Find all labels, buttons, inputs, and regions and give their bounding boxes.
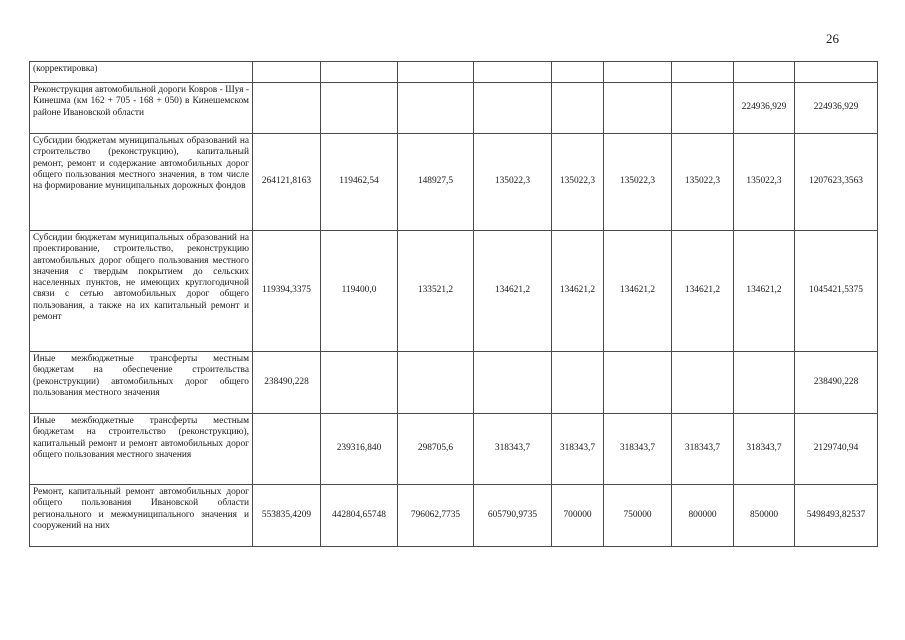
page-number: 26	[826, 31, 839, 46]
row-description: Субсидии бюджетам муниципальных образований на проектирование, строительство, реконструкцию автомобильных дорог общего пользования местного значения с твердым покрытием до сельских населенных пунктов, не имеющих круглогодичной связи с сетью автомобильных дорог общего пользования, а также на их капитальный ремонт и ремонт	[30, 231, 253, 352]
value-cell	[474, 83, 552, 134]
value-cell	[321, 83, 398, 134]
value-cell: 134621,2	[474, 231, 552, 352]
value-cell	[734, 352, 795, 414]
value-cell: 796062,7735	[398, 485, 474, 547]
value-cell: 133521,2	[398, 231, 474, 352]
row-description: Реконструкция автомобильной дороги Ковров - Шуя - Кинешма (км 162 + 705 - 168 + 050) в Кинешемском районе Ивановской области	[30, 83, 253, 134]
value-cell: 1045421,5375	[795, 231, 878, 352]
value-cell: 2129740,94	[795, 414, 878, 485]
value-cell	[253, 83, 321, 134]
table-row	[30, 485, 878, 547]
value-cell	[253, 62, 321, 83]
value-cell: 119400,0	[321, 231, 398, 352]
value-cell	[398, 62, 474, 83]
table-row	[30, 134, 878, 231]
value-cell	[552, 83, 604, 134]
value-cell: 318343,7	[672, 414, 734, 485]
value-cell: 800000	[672, 485, 734, 547]
value-cell: 135022,3	[672, 134, 734, 231]
value-cell: 148927,5	[398, 134, 474, 231]
table-row	[30, 231, 878, 352]
value-cell: 1207623,3563	[795, 134, 878, 231]
value-cell	[552, 62, 604, 83]
value-cell	[672, 83, 734, 134]
table-row	[30, 414, 878, 485]
value-cell: 850000	[734, 485, 795, 547]
value-cell: 553835,4209	[253, 485, 321, 547]
value-cell: 134621,2	[604, 231, 672, 352]
value-cell: 750000	[604, 485, 672, 547]
value-cell: 318343,7	[604, 414, 672, 485]
value-cell: 238490,228	[253, 352, 321, 414]
value-cell: 238490,228	[795, 352, 878, 414]
value-cell: 134621,2	[734, 231, 795, 352]
value-cell: 318343,7	[474, 414, 552, 485]
value-cell	[604, 83, 672, 134]
value-cell: 135022,3	[474, 134, 552, 231]
value-cell	[474, 62, 552, 83]
value-cell: 700000	[552, 485, 604, 547]
value-cell	[398, 352, 474, 414]
value-cell	[734, 62, 795, 83]
value-cell	[604, 352, 672, 414]
row-description: (корректировка)	[30, 62, 253, 83]
value-cell: 318343,7	[552, 414, 604, 485]
row-description: Иные межбюджетные трансферты местным бюджетам на обеспечение строительства (реконструкции) автомобильных дорог общего пользования местного значения	[30, 352, 253, 414]
value-cell: 264121,8163	[253, 134, 321, 231]
row-description: Субсидии бюджетам муниципальных образований на строительство (реконструкцию), капитальный ремонт, ремонт и содержание автомобильных дорог общего пользования местного значения, в том числе на формирование муниципальных дорожных фондов	[30, 134, 253, 231]
row-description: Ремонт, капитальный ремонт автомобильных дорог общего пользования Ивановской области регионального и межмуниципального значения и сооружений на них	[30, 485, 253, 547]
value-cell	[253, 414, 321, 485]
row-description: Иные межбюджетные трансферты местным бюджетам на строительство (реконструкцию), капитальный ремонт и ремонт автомобильных дорог общего пользования местного значения	[30, 414, 253, 485]
value-cell	[552, 352, 604, 414]
value-cell: 135022,3	[604, 134, 672, 231]
value-cell	[474, 352, 552, 414]
value-cell: 442804,65748	[321, 485, 398, 547]
value-cell: 224936,929	[795, 83, 878, 134]
value-cell	[398, 83, 474, 134]
value-cell: 135022,3	[552, 134, 604, 231]
value-cell: 605790,9735	[474, 485, 552, 547]
value-cell: 119462,54	[321, 134, 398, 231]
value-cell: 119394,3375	[253, 231, 321, 352]
value-cell	[795, 62, 878, 83]
value-cell	[672, 352, 734, 414]
table-row	[30, 62, 878, 83]
value-cell: 298705,6	[398, 414, 474, 485]
value-cell	[604, 62, 672, 83]
value-cell	[321, 62, 398, 83]
value-cell: 134621,2	[672, 231, 734, 352]
value-cell: 135022,3	[734, 134, 795, 231]
value-cell: 134621,2	[552, 231, 604, 352]
table-row	[30, 352, 878, 414]
value-cell: 318343,7	[734, 414, 795, 485]
value-cell: 5498493,82537	[795, 485, 878, 547]
value-cell: 239316,840	[321, 414, 398, 485]
budget-table	[29, 61, 878, 547]
value-cell: 224936,929	[734, 83, 795, 134]
table-row	[30, 83, 878, 134]
value-cell	[321, 352, 398, 414]
value-cell	[672, 62, 734, 83]
